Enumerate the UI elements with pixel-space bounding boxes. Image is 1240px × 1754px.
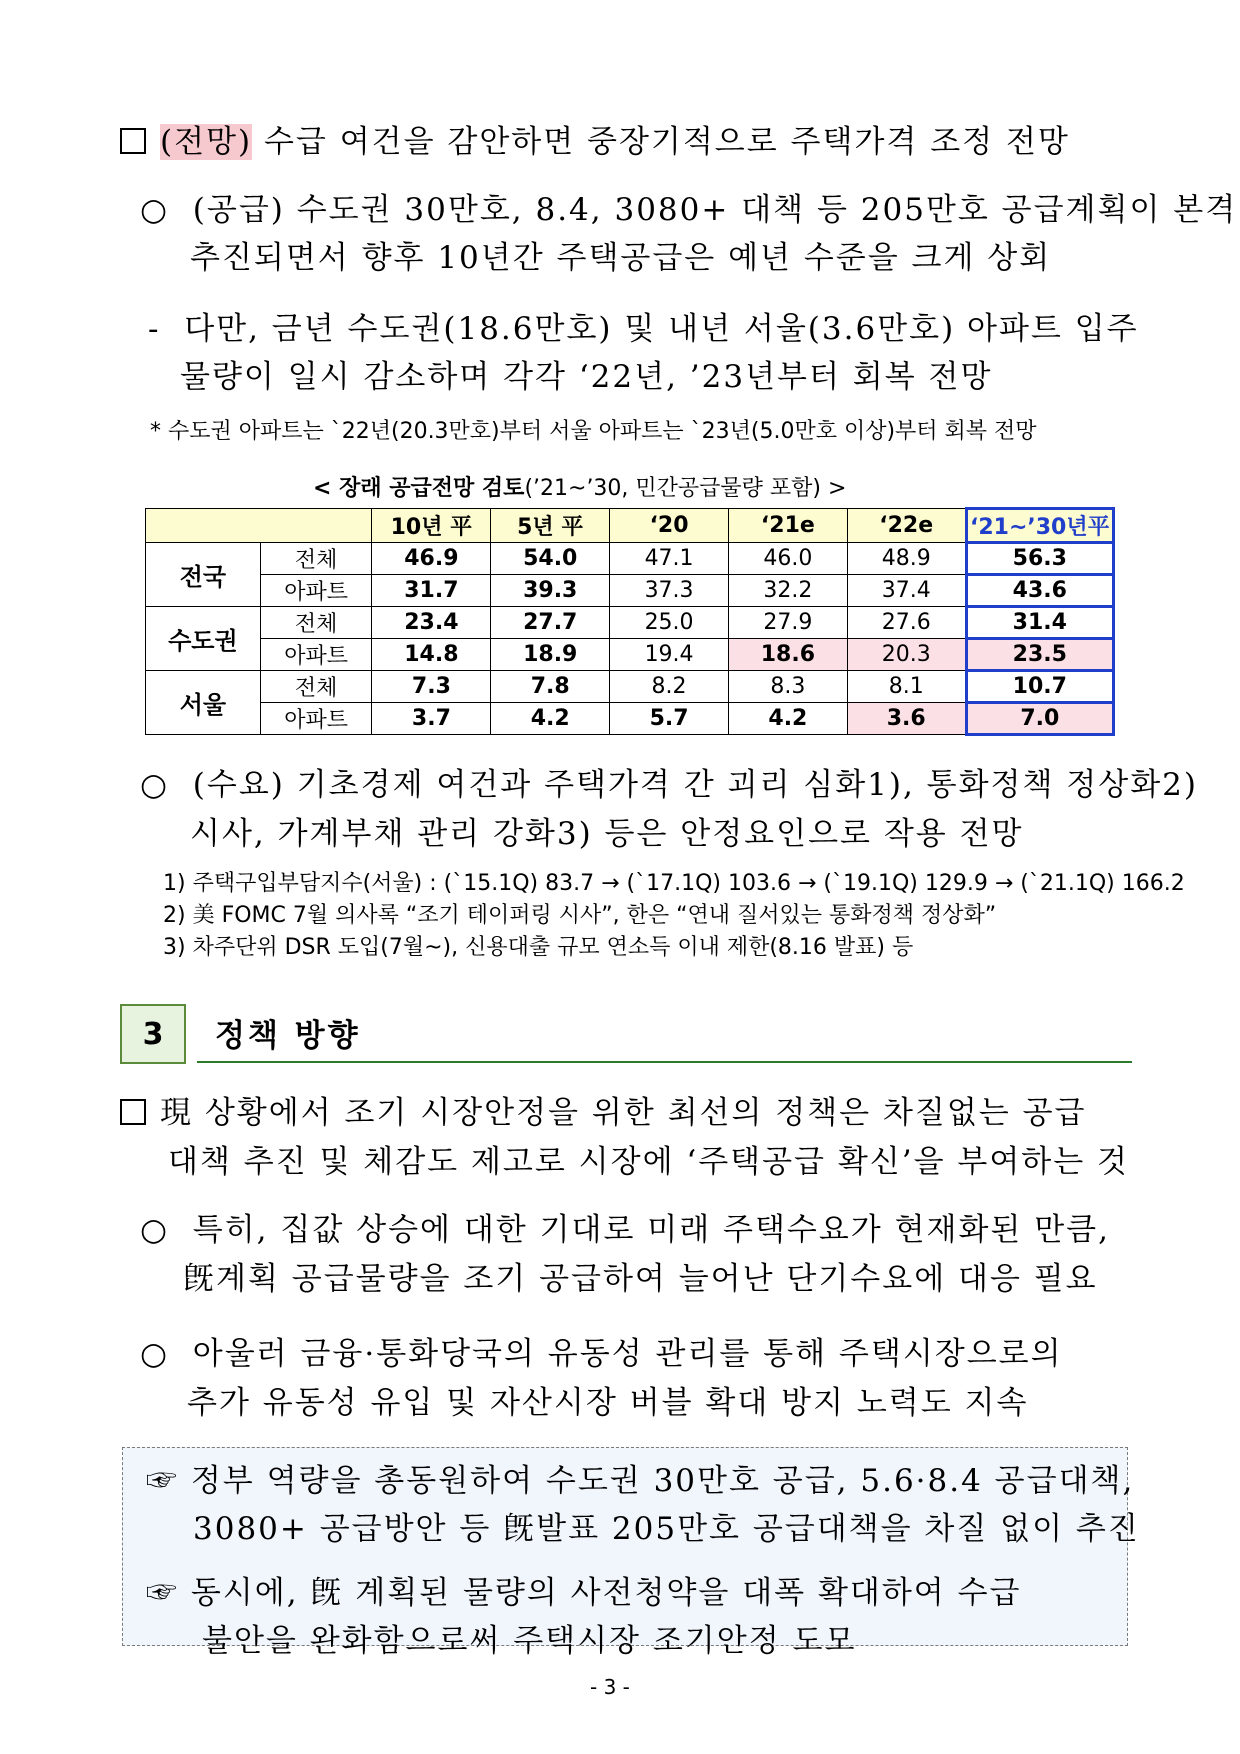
table-cell: 20.3 [847, 639, 966, 671]
table-cell: 7.8 [491, 671, 610, 703]
table-type-cell: 아파트 [260, 703, 372, 735]
supply-text-1: 수도권 30만호, 8.4, 3080+ 대책 등 205만호 공급계획이 본격 [296, 192, 1238, 228]
table-type-cell: 전체 [260, 543, 372, 575]
table-cell: 23.5 [966, 639, 1113, 671]
table-cell: 23.4 [372, 607, 491, 639]
table-cell: 46.9 [372, 543, 491, 575]
table-header-cell: 5년 平 [491, 509, 610, 543]
summary-item-1-line-1 [146, 1455, 1134, 1500]
demand-line-1 [140, 759, 1198, 804]
table-cell: 27.7 [491, 607, 610, 639]
outlook-heading-text: 수급 여건을 감안하면 중장기적으로 주택가격 조정 전망 [263, 124, 1070, 160]
section-title: 정책 방향 [215, 1018, 361, 1054]
table-title-rest: (’21~’30, 민간공급물량 포함) > [524, 476, 847, 501]
table-cell: 5.7 [610, 703, 729, 735]
table-header-empty [146, 509, 372, 543]
table-region-cell: 전국 [146, 543, 261, 607]
table-cell: 56.3 [966, 543, 1113, 575]
table-region-cell: 서울 [146, 671, 261, 735]
supply-line-1 [140, 184, 1237, 229]
table-cell: 37.3 [610, 575, 729, 607]
table-cell: 8.1 [847, 671, 966, 703]
table-header-cell: ‘21e [728, 509, 847, 543]
table-cell: 39.3 [491, 575, 610, 607]
table-cell: 48.9 [847, 543, 966, 575]
policy-bullet-1-line-2: 旣계획 공급물량을 조기 공급하여 늘어난 단기수요에 대응 필요 [183, 1261, 1098, 1297]
footnote-1: 1) 주택구입부담지수(서울) : (`15.1Q) 83.7 → (`17.1Q) 103.6 → (`19.1Q) 129.9 → (`21.1Q) 166.2 [163, 871, 1185, 896]
circle-bullet-icon: ○ [140, 192, 170, 228]
checkbox-square-icon [120, 128, 146, 154]
supply-dash-text-1: 다만, 금년 수도권(18.6만호) 및 내년 서울(3.6만호) 아파트 입주 [184, 311, 1139, 347]
section-number: 3 [120, 1004, 186, 1064]
table-cell: 27.6 [847, 607, 966, 639]
table-cell: 25.0 [610, 607, 729, 639]
table-row [146, 543, 1114, 575]
table-cell: 8.3 [728, 671, 847, 703]
table-cell: 37.4 [847, 575, 966, 607]
section-divider [197, 1061, 1132, 1063]
page-number: - 3 - [590, 1675, 630, 1699]
outlook-heading-label: (전망) [160, 124, 253, 160]
checkbox-square-icon [120, 1099, 146, 1125]
demand-label: (수요) [192, 767, 285, 803]
policy-bullet-2-line-2: 추가 유동성 유입 및 자산시장 버블 확대 방지 노력도 지속 [187, 1385, 1029, 1421]
table-cell: 32.2 [728, 575, 847, 607]
table-cell: 47.1 [610, 543, 729, 575]
table-cell: 18.9 [491, 639, 610, 671]
table-cell: 10.7 [966, 671, 1113, 703]
table-title-bold: < 장래 공급전망 검토 [313, 476, 525, 501]
summary-item-2-line-1 [146, 1567, 1022, 1612]
demand-text-1: 기초경제 여건과 주택가격 간 괴리 심화1), 통화정책 정상화2) [296, 767, 1198, 803]
table-header-cell: ‘22e [847, 509, 966, 543]
table-cell: 19.4 [610, 639, 729, 671]
summary-item-2-line-2: 불안을 완화함으로써 주택시장 조기안정 도모 [202, 1623, 857, 1659]
table-cell: 27.9 [728, 607, 847, 639]
table-row [146, 639, 1114, 671]
circle-bullet-icon: ○ [140, 767, 170, 803]
table-cell: 31.4 [966, 607, 1113, 639]
table-region-cell: 수도권 [146, 607, 261, 671]
supply-outlook-table [145, 507, 1115, 736]
circle-bullet-icon: ○ [140, 1336, 170, 1372]
table-cell: 4.2 [728, 703, 847, 735]
demand-line-2: 시사, 가계부채 관리 강화3) 등은 안정요인으로 작용 전망 [190, 816, 1024, 852]
supply-note: * 수도권 아파트는 `22년(20.3만호)부터 서울 아파트는 `23년(5.0만호 이상)부터 회복 전망 [150, 419, 1037, 444]
policy-bullet-2-text: 아울러 금융·통화당국의 유동성 관리를 통해 주택시장으로의 [192, 1336, 1063, 1372]
policy-bullet-2-line-1 [140, 1328, 1063, 1373]
table-title [313, 471, 846, 502]
dash-bullet-icon: - [148, 311, 161, 347]
table-cell: 7.3 [372, 671, 491, 703]
footnote-3: 3) 차주단위 DSR 도입(7월~), 신용대출 규모 연소득 이내 제한(8.16 발표) 등 [163, 935, 914, 960]
policy-line-2: 대책 추진 및 체감도 제고로 시장에 ‘주택공급 확신’을 부여하는 것 [168, 1144, 1129, 1180]
supply-label: (공급) [192, 192, 285, 228]
table-cell: 14.8 [372, 639, 491, 671]
table-cell: 18.6 [728, 639, 847, 671]
table-header-row [146, 509, 1114, 543]
policy-bullet-1-line-1 [140, 1204, 1110, 1249]
table-header-cell: ‘21~’30년平 [966, 509, 1113, 543]
table-row [146, 671, 1114, 703]
table-cell: 3.7 [372, 703, 491, 735]
pointing-hand-icon: ☞ [146, 1575, 179, 1611]
table-type-cell: 전체 [260, 607, 372, 639]
outlook-heading [120, 116, 1070, 161]
summary-item-1-text: 정부 역량을 총동원하여 수도권 30만호 공급, 5.6·8.4 공급대책, [190, 1463, 1135, 1499]
table-type-cell: 아파트 [260, 575, 372, 607]
table-cell: 31.7 [372, 575, 491, 607]
summary-item-2-text: 동시에, 旣 계획된 물량의 사전청약을 대폭 확대하여 수급 [190, 1575, 1022, 1611]
table-cell: 54.0 [491, 543, 610, 575]
supply-dash-line-2: 물량이 일시 감소하며 각각 ‘22년, ’23년부터 회복 전망 [180, 359, 993, 395]
policy-text-1: 現 상황에서 조기 시장안정을 위한 최선의 정책은 차질없는 공급 [160, 1095, 1087, 1131]
table-row [146, 607, 1114, 639]
table-cell: 7.0 [966, 703, 1113, 735]
table-cell: 4.2 [491, 703, 610, 735]
table-row [146, 703, 1114, 735]
pointing-hand-icon: ☞ [146, 1463, 179, 1499]
table-type-cell: 전체 [260, 671, 372, 703]
table-cell: 3.6 [847, 703, 966, 735]
summary-item-1-line-2: 3080+ 공급방안 등 旣발표 205만호 공급대책을 차질 없이 추진 [193, 1511, 1140, 1547]
table-row [146, 575, 1114, 607]
circle-bullet-icon: ○ [140, 1212, 170, 1248]
table-header-cell: ‘20 [610, 509, 729, 543]
supply-dash-line-1 [148, 303, 1139, 348]
table-header-cell: 10년 平 [372, 509, 491, 543]
table-cell: 46.0 [728, 543, 847, 575]
footnote-2: 2) 美 FOMC 7월 의사록 “조기 테이퍼링 시사”, 한은 “연내 질서있는 통화정책 정상화” [163, 903, 997, 928]
policy-bullet-1-text: 특히, 집값 상승에 대한 기대로 미래 주택수요가 현재화된 만큼, [192, 1212, 1110, 1248]
table-cell: 8.2 [610, 671, 729, 703]
table-type-cell: 아파트 [260, 639, 372, 671]
table-cell: 43.6 [966, 575, 1113, 607]
supply-line-2: 추진되면서 향후 10년간 주택공급은 예년 수준을 크게 상회 [190, 240, 1052, 276]
policy-line-1 [120, 1087, 1086, 1132]
